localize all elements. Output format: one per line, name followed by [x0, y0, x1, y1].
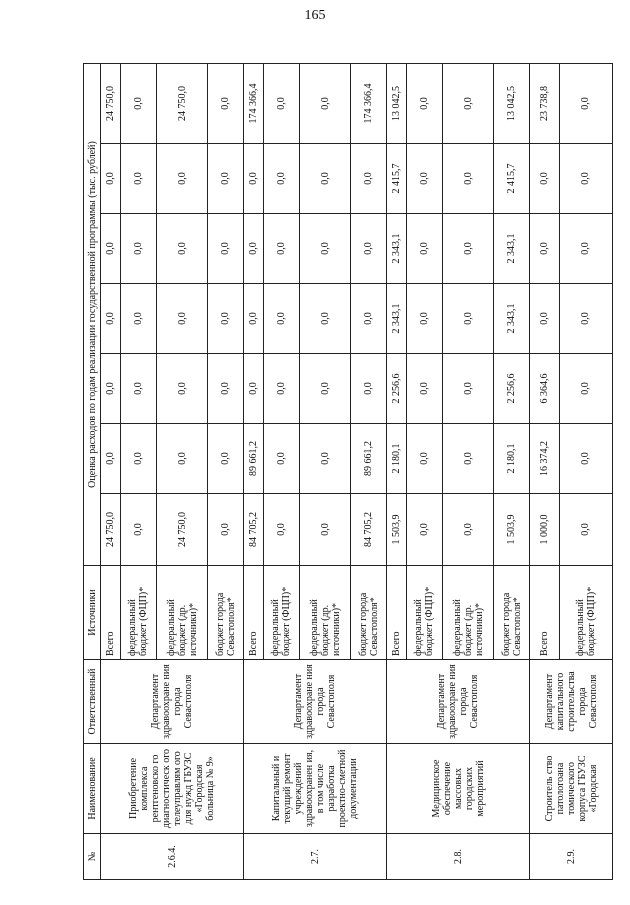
row-responsible: Департамент здравоохране ния города Севастополя	[387, 660, 530, 744]
value-cell: 0,0	[121, 424, 157, 494]
value-cell: 0,0	[208, 354, 244, 424]
value-cell: 0,0	[299, 424, 350, 494]
row-responsible: Департамент здравоохране ния города Севастополя	[101, 660, 244, 744]
value-cell: 0,0	[442, 424, 493, 494]
value-cell: 0,0	[121, 284, 157, 354]
row-source: федеральный бюджет (ФЦП)*	[559, 566, 612, 660]
value-cell: 0,0	[351, 214, 387, 284]
row-source: Всего	[530, 566, 560, 660]
value-cell: 1 503,9	[494, 494, 530, 566]
row-number: 2.9.	[530, 834, 613, 880]
value-cell: 0,0	[299, 144, 350, 214]
table-row	[244, 63, 264, 879]
value-cell: 0,0	[299, 354, 350, 424]
header-name: Наименование	[84, 744, 101, 834]
value-cell: 0,0	[530, 284, 560, 354]
row-source: бюджет города Севастополя*	[208, 566, 244, 660]
header-responsible: Ответственный	[84, 660, 101, 744]
value-cell: 0,0	[442, 354, 493, 424]
value-cell: 2 256,6	[387, 354, 407, 424]
value-cell: 0,0	[264, 494, 300, 566]
value-cell: 89 661,2	[351, 424, 387, 494]
value-cell: 0,0	[442, 494, 493, 566]
value-cell: 0,0	[407, 354, 443, 424]
value-cell: 0,0	[407, 494, 443, 566]
value-cell: 174 366,4	[244, 63, 264, 143]
value-cell: 13 042,5	[494, 63, 530, 143]
value-cell: 0,0	[559, 214, 612, 284]
row-source: бюджет города Севастополя*	[494, 566, 530, 660]
row-number: 2.7.	[244, 834, 387, 880]
value-cell: 0,0	[559, 424, 612, 494]
value-cell: 6 364,6	[530, 354, 560, 424]
row-source: федеральный бюджет (др. источники)*	[156, 566, 207, 660]
value-cell: 0,0	[407, 144, 443, 214]
value-cell: 0,0	[442, 284, 493, 354]
value-cell: 2 343,1	[494, 214, 530, 284]
value-cell: 0,0	[264, 214, 300, 284]
value-cell: 2 415,7	[387, 144, 407, 214]
value-cell: 0,0	[264, 63, 300, 143]
value-cell: 0,0	[264, 354, 300, 424]
value-cell: 0,0	[299, 214, 350, 284]
value-cell: 0,0	[156, 144, 207, 214]
row-number: 2.8.	[387, 834, 530, 880]
value-cell: 0,0	[156, 284, 207, 354]
value-cell: 0,0	[264, 284, 300, 354]
row-source: федеральный бюджет (др. источники)*	[442, 566, 493, 660]
value-cell: 0,0	[244, 214, 264, 284]
value-cell: 0,0	[156, 424, 207, 494]
value-cell: 24 750,0	[101, 63, 121, 143]
value-cell: 0,0	[208, 284, 244, 354]
value-cell: 0,0	[244, 284, 264, 354]
value-cell: 0,0	[121, 354, 157, 424]
value-cell: 0,0	[101, 284, 121, 354]
value-cell: 24 750,0	[156, 63, 207, 143]
row-name: Приобретение комплекса рентгеновско го диагностическ ого телеуправлям ого для нужд ГБУЗС «Городская больница № 9»	[101, 744, 244, 834]
value-cell: 2 343,1	[494, 284, 530, 354]
value-cell: 13 042,5	[387, 63, 407, 143]
value-cell: 0,0	[442, 214, 493, 284]
value-cell: 1 000,0	[530, 494, 560, 566]
value-cell: 0,0	[101, 424, 121, 494]
value-cell: 24 750,0	[101, 494, 121, 566]
value-cell: 0,0	[208, 144, 244, 214]
value-cell: 0,0	[264, 424, 300, 494]
value-cell: 2 180,1	[387, 424, 407, 494]
value-cell: 84 705,2	[244, 494, 264, 566]
row-source: Всего	[387, 566, 407, 660]
value-cell: 0,0	[208, 494, 244, 566]
row-number: 2.6.4.	[101, 834, 244, 880]
value-cell: 0,0	[559, 284, 612, 354]
value-cell: 0,0	[407, 214, 443, 284]
row-source: Всего	[101, 566, 121, 660]
page-number: 165	[304, 8, 326, 23]
value-cell: 0,0	[559, 354, 612, 424]
header-no: №	[84, 834, 101, 880]
row-responsible: Департамент здравоохране ния города Севастополя	[244, 660, 387, 744]
value-cell: 0,0	[244, 144, 264, 214]
value-cell: 2 180,1	[494, 424, 530, 494]
table-row	[101, 63, 121, 879]
value-cell: 0,0	[208, 214, 244, 284]
value-cell: 0,0	[407, 63, 443, 143]
table-row	[387, 63, 407, 879]
value-cell: 24 750,0	[156, 494, 207, 566]
row-source: бюджет города Севастополя*	[351, 566, 387, 660]
table-row	[530, 63, 560, 879]
value-cell: 1 503,9	[387, 494, 407, 566]
value-cell: 2 343,1	[387, 284, 407, 354]
value-cell: 0,0	[156, 214, 207, 284]
value-cell: 0,0	[299, 494, 350, 566]
value-cell: 0,0	[101, 214, 121, 284]
value-cell: 0,0	[101, 354, 121, 424]
rotated-table-wrapper	[83, 64, 613, 880]
row-source: федеральный бюджет (ФЦП)*	[121, 566, 157, 660]
row-source: федеральный бюджет (ФЦП)*	[264, 566, 300, 660]
header-estimate: Оценка расходов по годам реализации государственной программы (тыс. рублей)	[84, 63, 101, 565]
value-cell: 0,0	[156, 354, 207, 424]
value-cell: 0,0	[530, 144, 560, 214]
value-cell: 0,0	[559, 63, 612, 143]
row-source: федеральный бюджет (др. источники)*	[299, 566, 350, 660]
value-cell: 0,0	[559, 494, 612, 566]
value-cell: 0,0	[530, 214, 560, 284]
value-cell: 0,0	[442, 63, 493, 143]
value-cell: 0,0	[299, 63, 350, 143]
value-cell: 2 256,6	[494, 354, 530, 424]
row-responsible: Департамент капитального строительства города Севастополя	[530, 660, 613, 744]
budget-table	[83, 63, 613, 880]
value-cell: 23 738,8	[530, 63, 560, 143]
header-row	[84, 63, 101, 879]
value-cell: 0,0	[442, 144, 493, 214]
value-cell: 0,0	[351, 354, 387, 424]
value-cell: 0,0	[101, 144, 121, 214]
value-cell: 0,0	[264, 144, 300, 214]
value-cell: 0,0	[559, 144, 612, 214]
value-cell: 0,0	[121, 494, 157, 566]
value-cell: 84 705,2	[351, 494, 387, 566]
value-cell: 0,0	[121, 63, 157, 143]
value-cell: 0,0	[121, 214, 157, 284]
row-name: Строитель ство патологоана томического корпуса ГБУЗС «Городская	[530, 744, 613, 834]
row-name: Медицинское обеспечение массовых городских мероприятий	[387, 744, 530, 834]
value-cell: 16 374,2	[530, 424, 560, 494]
value-cell: 2 343,1	[387, 214, 407, 284]
value-cell: 174 366,4	[351, 63, 387, 143]
row-source: Всего	[244, 566, 264, 660]
value-cell: 0,0	[351, 144, 387, 214]
row-source: федеральный бюджет (ФЦП)*	[407, 566, 443, 660]
header-sources: Источники	[84, 566, 101, 660]
row-name: Капитальный и текущий ремонт учреждений здравоохранен ия, в том числе разработка проектно-сметной документации	[244, 744, 387, 834]
value-cell: 0,0	[299, 284, 350, 354]
value-cell: 0,0	[407, 284, 443, 354]
value-cell: 0,0	[407, 424, 443, 494]
value-cell: 0,0	[244, 354, 264, 424]
value-cell: 2 415,7	[494, 144, 530, 214]
value-cell: 0,0	[121, 144, 157, 214]
value-cell: 0,0	[208, 63, 244, 143]
value-cell: 89 661,2	[244, 424, 264, 494]
value-cell: 0,0	[351, 284, 387, 354]
value-cell: 0,0	[208, 424, 244, 494]
